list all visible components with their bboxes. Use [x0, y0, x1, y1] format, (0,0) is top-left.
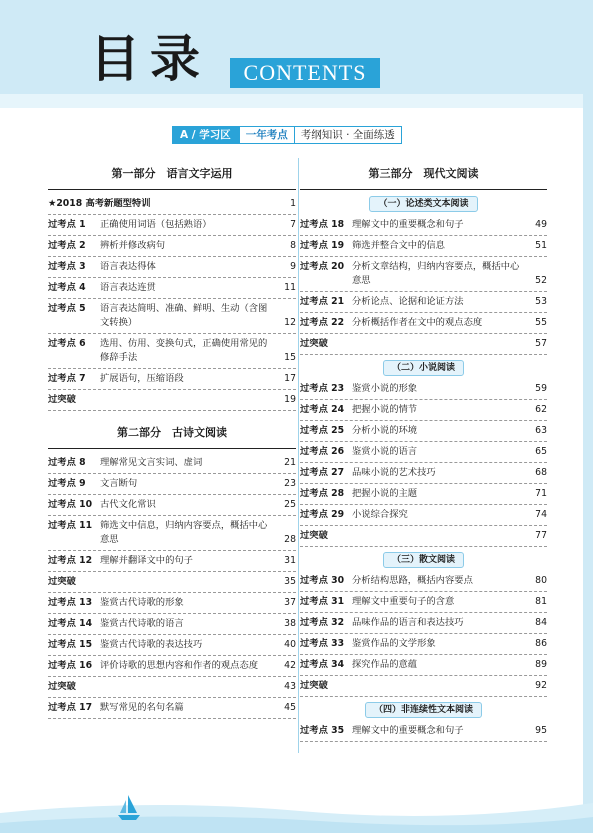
sub-heading: [300, 194, 547, 214]
toc-entry[interactable]: [300, 421, 547, 442]
toc-entry-text: 理解并翻译文中的句子: [100, 555, 193, 566]
toc-entry-text: 选用、仿用、变换句式，正确使用常见的修辞手法: [100, 338, 268, 363]
toc-list-sub2: [300, 379, 547, 547]
toc-entry-page: 59: [535, 383, 547, 394]
toc-entry[interactable]: [300, 676, 547, 697]
sub-heading-label: （四）非连续性文本阅读: [365, 702, 482, 718]
toc-entry-page: 81: [535, 596, 547, 607]
toc-entry[interactable]: [300, 463, 547, 484]
sub-heading-label: （三）散文阅读: [383, 552, 464, 568]
toc-entry-page: 28: [284, 534, 296, 545]
toc-entry-text: 筛选文中信息，归纳内容要点，概括中心意思: [100, 520, 268, 545]
toc-right-column: [300, 158, 547, 742]
toc-entry-label: 过考点 15: [48, 639, 93, 650]
toc-entry[interactable]: [48, 474, 296, 495]
toc-entry-label: 过考点 27: [300, 467, 345, 478]
toc-entry-page: 49: [535, 219, 547, 230]
toc-entry-label: 过考点 20: [300, 261, 345, 272]
toc-entry-label: 过考点 13: [48, 597, 93, 608]
toc-entry-page: 19: [284, 394, 296, 405]
toc-entry-label: 过考点 4: [48, 282, 86, 293]
toc-entry-label: 过考点 34: [300, 659, 345, 670]
toc-entry[interactable]: [48, 656, 296, 677]
toc-left-column: [48, 158, 296, 719]
toc-entry-text: 默写常见的名句名篇: [100, 702, 184, 713]
toc-entry[interactable]: [300, 236, 547, 257]
toc-entry-page: 89: [535, 659, 547, 670]
toc-entry-page: 68: [535, 467, 547, 478]
toc-entry-text: 理解常见文言实词、虚词: [100, 457, 203, 468]
toc-entry-text: 扩展语句，压缩语段: [100, 373, 184, 384]
toc-entry-page: 51: [535, 240, 547, 251]
toc-entry-page: 63: [535, 425, 547, 436]
toc-entry-label: 过突破: [48, 681, 76, 692]
toc-entry[interactable]: [300, 292, 547, 313]
toc-entry-label: 过考点 28: [300, 488, 345, 499]
header-band: [0, 0, 593, 108]
toc-entry-text: 语言表达连贯: [100, 282, 156, 293]
toc-entry-label: 过突破: [300, 680, 328, 691]
toc-entry-text: 鉴赏小说的语言: [352, 446, 418, 457]
toc-entry-label: 过考点 31: [300, 596, 345, 607]
toc-entry-page: 25: [284, 499, 296, 510]
toc-entry-label: 过考点 17: [48, 702, 93, 713]
sub-heading: [300, 700, 547, 720]
banner-section: A / 学习区: [172, 126, 239, 144]
toc-entry-text: 分析小说的环境: [352, 425, 418, 436]
toc-entry-page: 52: [535, 275, 547, 286]
toc-entry[interactable]: [300, 334, 547, 355]
toc-entry-page: 8: [290, 240, 296, 251]
toc-entry[interactable]: [300, 592, 547, 613]
part-title: 第三部分 现代文阅读: [300, 158, 547, 190]
toc-entry-label: 过考点 12: [48, 555, 93, 566]
toc-entry-page: 12: [284, 317, 296, 328]
toc-entry-text: 探究作品的意蕴: [352, 659, 418, 670]
toc-entry-text: 分析概括作者在文中的观点态度: [352, 317, 483, 328]
banner-tag: 一年考点: [239, 126, 295, 144]
toc-entry-label: 过考点 14: [48, 618, 93, 629]
toc-entry-text: 小说综合探究: [352, 509, 408, 520]
toc-entry[interactable]: [300, 655, 547, 676]
toc-entry[interactable]: [300, 484, 547, 505]
toc-entry[interactable]: [48, 236, 296, 257]
toc-entry-label: 过突破: [300, 338, 328, 349]
toc-entry-label: 过考点 1: [48, 219, 86, 230]
page-title: 目录: [90, 29, 210, 88]
toc-entry[interactable]: [48, 516, 296, 551]
toc-entry[interactable]: [300, 721, 547, 742]
toc-entry-text: 理解文中的重要概念和句子: [352, 725, 464, 736]
toc-entry-label: 过考点 21: [300, 296, 345, 307]
toc-entry-label: 过考点 3: [48, 261, 86, 272]
toc-list-part1: [48, 194, 296, 411]
toc-entry-text: 分析论点、论据和论证方法: [352, 296, 464, 307]
toc-entry-label: 过考点 18: [300, 219, 345, 230]
toc-entry-label: 过考点 8: [48, 457, 86, 468]
toc-entry-label: 过突破: [300, 530, 328, 541]
part-title: 第一部分 语言文字运用: [48, 158, 296, 190]
footer-wave-decoration: [0, 773, 593, 833]
toc-entry-page: 15: [284, 352, 296, 363]
toc-list-part2: [48, 453, 296, 719]
sub-heading: [300, 550, 547, 570]
toc-entry-page: 80: [535, 575, 547, 586]
toc-entry-page: 35: [284, 576, 296, 587]
toc-entry[interactable]: [48, 453, 296, 474]
toc-entry[interactable]: [48, 593, 296, 614]
toc-entry[interactable]: [300, 313, 547, 334]
toc-entry-page: 38: [284, 618, 296, 629]
sub-heading-label: （二）小说阅读: [383, 360, 464, 376]
toc-entry[interactable]: [48, 334, 296, 369]
toc-entry-text: 鉴赏古代诗歌的表达技巧: [100, 639, 203, 650]
toc-entry-text: 古代文化常识: [100, 499, 156, 510]
toc-entry-page: 37: [284, 597, 296, 608]
toc-entry[interactable]: [48, 551, 296, 572]
toc-entry[interactable]: [48, 698, 296, 719]
toc-entry-page: 77: [535, 530, 547, 541]
toc-entry[interactable]: [48, 215, 296, 236]
toc-entry-label: 过考点 9: [48, 478, 86, 489]
toc-entry-page: 1: [290, 198, 296, 209]
toc-entry-text: 品味小说的艺术技巧: [352, 467, 436, 478]
toc-entry-page: 7: [290, 219, 296, 230]
toc-entry-text: 语言表达简明、准确、鲜明、生动（含图文转换）: [100, 303, 268, 328]
sub-heading-label: （一）论述类文本阅读: [369, 196, 477, 212]
toc-list-sub3: [300, 571, 547, 697]
toc-entry-page: 21: [284, 457, 296, 468]
right-accent-bar: [583, 0, 593, 833]
toc-entry-text: 评价诗歌的思想内容和作者的观点态度: [100, 660, 259, 671]
toc-entry-label: 过考点 23: [300, 383, 345, 394]
toc-entry-text: 分析结构思路，概括内容要点: [352, 575, 473, 586]
toc-entry-label: 过考点 35: [300, 725, 345, 736]
toc-entry-page: 95: [535, 725, 547, 736]
toc-entry-text: 鉴赏古代诗歌的形象: [100, 597, 184, 608]
toc-entry-text: 分析文章结构，归纳内容要点，概括中心意思: [352, 261, 520, 286]
toc-entry-page: 62: [535, 404, 547, 415]
toc-entry[interactable]: [300, 526, 547, 547]
toc-entry-text: 筛选并整合文中的信息: [352, 240, 445, 251]
contents-label: CONTENTS: [230, 58, 380, 88]
toc-entry-page: 71: [535, 488, 547, 499]
toc-entry-text: 理解文中重要句子的含意: [352, 596, 455, 607]
toc-entry-label: 过考点 5: [48, 303, 86, 314]
toc-entry-label: 过考点 29: [300, 509, 345, 520]
toc-entry-text: 鉴赏小说的形象: [352, 383, 418, 394]
toc-entry-label: 过考点 22: [300, 317, 345, 328]
toc-entry[interactable]: [300, 613, 547, 634]
toc-entry[interactable]: [300, 505, 547, 526]
toc-entry[interactable]: [300, 215, 547, 236]
banner-desc: 考纲知识 · 全面练透: [295, 126, 402, 144]
toc-entry-text: 辨析并修改病句: [100, 240, 166, 251]
toc-entry-label: 过考点 24: [300, 404, 345, 415]
toc-entry-page: 57: [535, 338, 547, 349]
toc-entry[interactable]: [48, 257, 296, 278]
toc-entry-page: 17: [284, 373, 296, 384]
toc-entry-label: ★2018 高考新题型特训: [48, 198, 151, 209]
toc-entry[interactable]: [300, 257, 547, 292]
column-divider: [298, 158, 299, 753]
toc-entry[interactable]: [48, 194, 296, 215]
toc-list-sub4: [300, 721, 547, 742]
toc-entry[interactable]: [48, 677, 296, 698]
toc-entry-label: 过考点 7: [48, 373, 86, 384]
toc-entry-label: 过考点 2: [48, 240, 86, 251]
toc-entry-page: 53: [535, 296, 547, 307]
toc-entry-label: 过考点 26: [300, 446, 345, 457]
toc-entry-label: 过考点 10: [48, 499, 93, 510]
toc-entry[interactable]: [48, 278, 296, 299]
toc-entry[interactable]: [300, 379, 547, 400]
toc-entry[interactable]: [48, 390, 296, 411]
toc-entry-label: 过考点 33: [300, 638, 345, 649]
toc-entry-label: 过考点 11: [48, 520, 93, 531]
toc-entry[interactable]: [48, 635, 296, 656]
toc-entry-label: 过突破: [48, 576, 76, 587]
toc-entry-page: 40: [284, 639, 296, 650]
toc-entry-text: 鉴赏古代诗歌的语言: [100, 618, 184, 629]
toc-entry-text: 品味作品的语言和表达技巧: [352, 617, 464, 628]
toc-entry[interactable]: [48, 299, 296, 334]
toc-entry-text: 正确使用词语（包括熟语）: [100, 219, 212, 230]
toc-entry-page: 45: [284, 702, 296, 713]
toc-entry[interactable]: [48, 369, 296, 390]
toc-entry[interactable]: [300, 571, 547, 592]
toc-entry-label: 过考点 19: [300, 240, 345, 251]
toc-entry-text: 鉴赏作品的文学形象: [352, 638, 436, 649]
toc-entry-label: 过考点 16: [48, 660, 93, 671]
toc-entry-text: 把握小说的主题: [352, 488, 418, 499]
part-title: 第二部分 古诗文阅读: [48, 417, 296, 449]
toc-entry[interactable]: [300, 400, 547, 421]
toc-entry[interactable]: [300, 634, 547, 655]
toc-entry[interactable]: [48, 614, 296, 635]
toc-entry[interactable]: [300, 442, 547, 463]
toc-entry[interactable]: [48, 495, 296, 516]
sub-heading: [300, 358, 547, 378]
toc-entry-text: 语言表达得体: [100, 261, 156, 272]
toc-entry[interactable]: [48, 572, 296, 593]
toc-entry-text: 文言断句: [100, 478, 138, 489]
toc-entry-text: 把握小说的情节: [352, 404, 418, 415]
toc-entry-page: 42: [284, 660, 296, 671]
toc-list-sub1: [300, 215, 547, 355]
toc-entry-page: 43: [284, 681, 296, 692]
toc-entry-page: 31: [284, 555, 296, 566]
toc-entry-page: 11: [284, 282, 296, 293]
toc-entry-page: 86: [535, 638, 547, 649]
toc-entry-page: 92: [535, 680, 547, 691]
toc-entry-page: 55: [535, 317, 547, 328]
toc-entry-page: 23: [284, 478, 296, 489]
toc-entry-page: 74: [535, 509, 547, 520]
toc-entry-label: 过考点 25: [300, 425, 345, 436]
toc-entry-label: 过考点 32: [300, 617, 345, 628]
toc-entry-page: 9: [290, 261, 296, 272]
section-banner: [172, 126, 402, 144]
toc-entry-label: 过考点 30: [300, 575, 345, 586]
toc-entry-text: 理解文中的重要概念和句子: [352, 219, 464, 230]
toc-entry-label: 过考点 6: [48, 338, 86, 349]
toc-entry-page: 65: [535, 446, 547, 457]
toc-entry-page: 84: [535, 617, 547, 628]
toc-entry-label: 过突破: [48, 394, 76, 405]
